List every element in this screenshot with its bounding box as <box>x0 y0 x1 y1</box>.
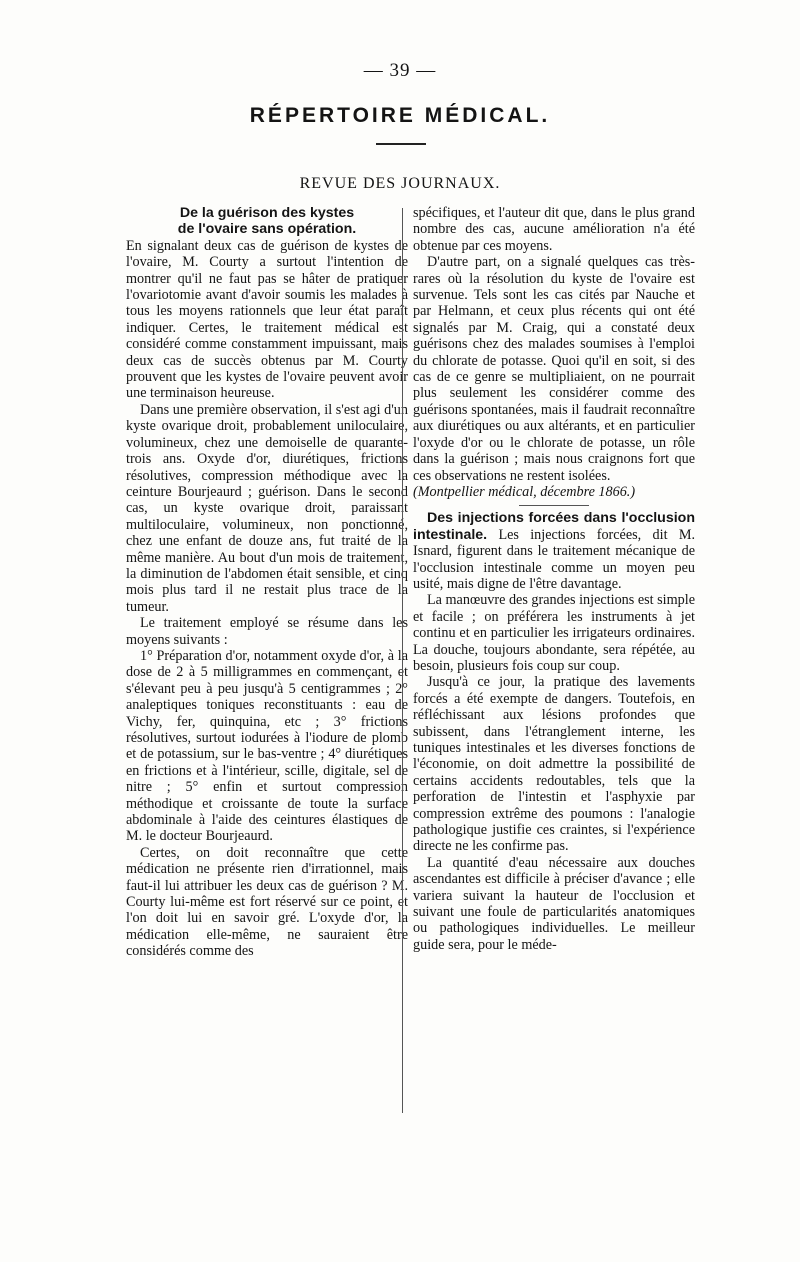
article2-paragraph-1-text: Les injections forcées, dit M. Isnard, figurent dans le traitement mécanique de l'occlusion intestinale comme un moyen peu usité, mais digne de l'être davantage. <box>413 526 695 592</box>
article1-paragraph-4: 1° Préparation d'or, notamment oxyde d'or, à la dose de 2 à 5 milligrammes en commençant, et s'élevant peu à peu jusqu'à 5 centigrammes ; 2° analeptiques toniques reconstituants : eau de Vichy, fer, quinquina, etc ; 3° frictions résolutives, surtout iodurées à l'iodure de plomb et de potassium, sur le bas-ventre ; 4° diurétiques en frictions et à l'intérieur, scille, digitale, sel de nitre ; 5° enfin et surtout compression méthodique et croissante de toute la surface abdominale à l'aide des ceintures élastiques de M. le docteur Bourjeaurd. <box>126 647 408 845</box>
article1-paragraph-1: En signalant deux cas de guérison de kystes de l'ovaire, M. Courty a surtout l'intention de montrer qu'il ne faut pas se hâter de pratiquer l'ovariotomie avant d'avoir soumis les malades à tous les moyens rationnels que leur état paraît indiquer. Certes, le traitement médical est considéré comme constamment impuissant, mais deux cas de succès obtenus par M. Courty prouvent que les kystes de l'ovaire peuvent avoir une terminaison heureuse. <box>126 237 408 402</box>
article1-paragraph-5: Certes, on doit reconnaître que cette médication ne présente rien d'irrationnel, mais faut-il lui attribuer les deux cas de guérison ? M. Courty lui-même est fort réservé sur ce point, et l'on doit lui en savoir gré. L'oxyde d'or, la médication elle-même, ne sauraient être considérés comme des <box>126 844 408 960</box>
article1-paragraph-2: Dans une première observation, il s'est agi d'un kyste ovarique droit, probablement uniloculaire, volumineux, chez une demoiselle de quarante-trois ans. Oxyde d'or, diurétiques, frictions résolutives, compression méthodique avec la ceinture Bourjeaurd ; guérison. Dans le second cas, un kyste ovarique droit, paraissant multiloculaire, volumineux, non ponctionné, chez une enfant de douze ans, fut traité de la même manière. Au bout d'un mois de traitement, la diminution de l'abdomen était sensible, et cinq mois plus tard il ne restait plus trace de la tumeur. <box>126 401 408 615</box>
article-separator <box>519 505 589 506</box>
article1-reference: (Montpellier médical, décembre 1866.) <box>413 483 636 500</box>
column-divider <box>402 208 403 1113</box>
article2-paragraph-3: Jusqu'à ce jour, la pratique des lavements forcés a été exempte de dangers. Toutefois, en réfléchissant aux lésions profondes que subissent, dans l'étranglement interne, les tuniques intestinales et les diverses fonctions de l'économie, on doit admettre la possibilité de certains accidents redoutables, tels que la perforation de l'intestin et l'asphyxie par compression extrême des poumons : l'analogie pathologique justifie ces craintes, si l'expérience directe ne les confirme pas. <box>413 674 695 855</box>
article1-title-line2: de l'ovaire sans opération. <box>177 221 357 238</box>
article1-paragraph-3: Le traitement employé se résume dans les moyens suivants : <box>126 615 408 648</box>
article1-title-line1: De la guérison des kystes <box>179 205 355 221</box>
article1-paragraph-7: D'autre part, on a signalé quelques cas très-rares où la résolution du kyste de l'ovaire est survenue. Tels sont les cas cités par Nauche et par Helmann, et ceux plus récents qui ont été signalés par M. Craig, qui a constaté deux guérisons chez des malades soumises à l'emploi du chlorate de potasse. Quoi qu'il en soit, si des cas de ce genre se multipliaient, on ne pourrait plus seulement les considérer comme des guérisons spontanées, mais il faudrait reconnaître aux diurétiques ou aux altérants, et en particulier l'oxyde d'or ou le chlorate de potasse, un rôle dans la guérison ; mais nous craignons fort que ces observations ne restent isolées. <box>413 254 695 484</box>
article2-title: Des injections forcées dans l'occlusion intestinale. <box>413 510 695 543</box>
section-title: RÉPERTOIRE MÉDICAL. <box>249 104 551 127</box>
article2-paragraph-1 <box>413 510 695 592</box>
page-number: — 39 — <box>363 60 437 81</box>
article2-paragraph-4: La quantité d'eau nécessaire aux douches ascendantes est difficile à préciser d'avance ; elle variera suivant la hauteur de l'occlusion et suivant une foule de particularités anatomiques ou pathologiques individuelles. Le meilleur guide sera, pour le méde- <box>413 854 695 953</box>
subsection-title: REVUE DES JOURNAUX. <box>299 175 501 192</box>
article2-paragraph-2: La manœuvre des grandes injections est simple et facile ; on préférera les instruments à jet continu et en particulier les irrigateurs ordinaires. La douche, toujours abondante, sera répétée, au besoin, plusieurs fois coup sur coup. <box>413 592 695 674</box>
title-rule <box>376 143 426 145</box>
right-column <box>413 205 695 953</box>
article1-paragraph-6: spécifiques, et l'auteur dit que, dans le plus grand nombre des cas, aucune amélioration n'a été obtenue par ces moyens. <box>413 205 695 254</box>
left-column <box>126 205 408 960</box>
